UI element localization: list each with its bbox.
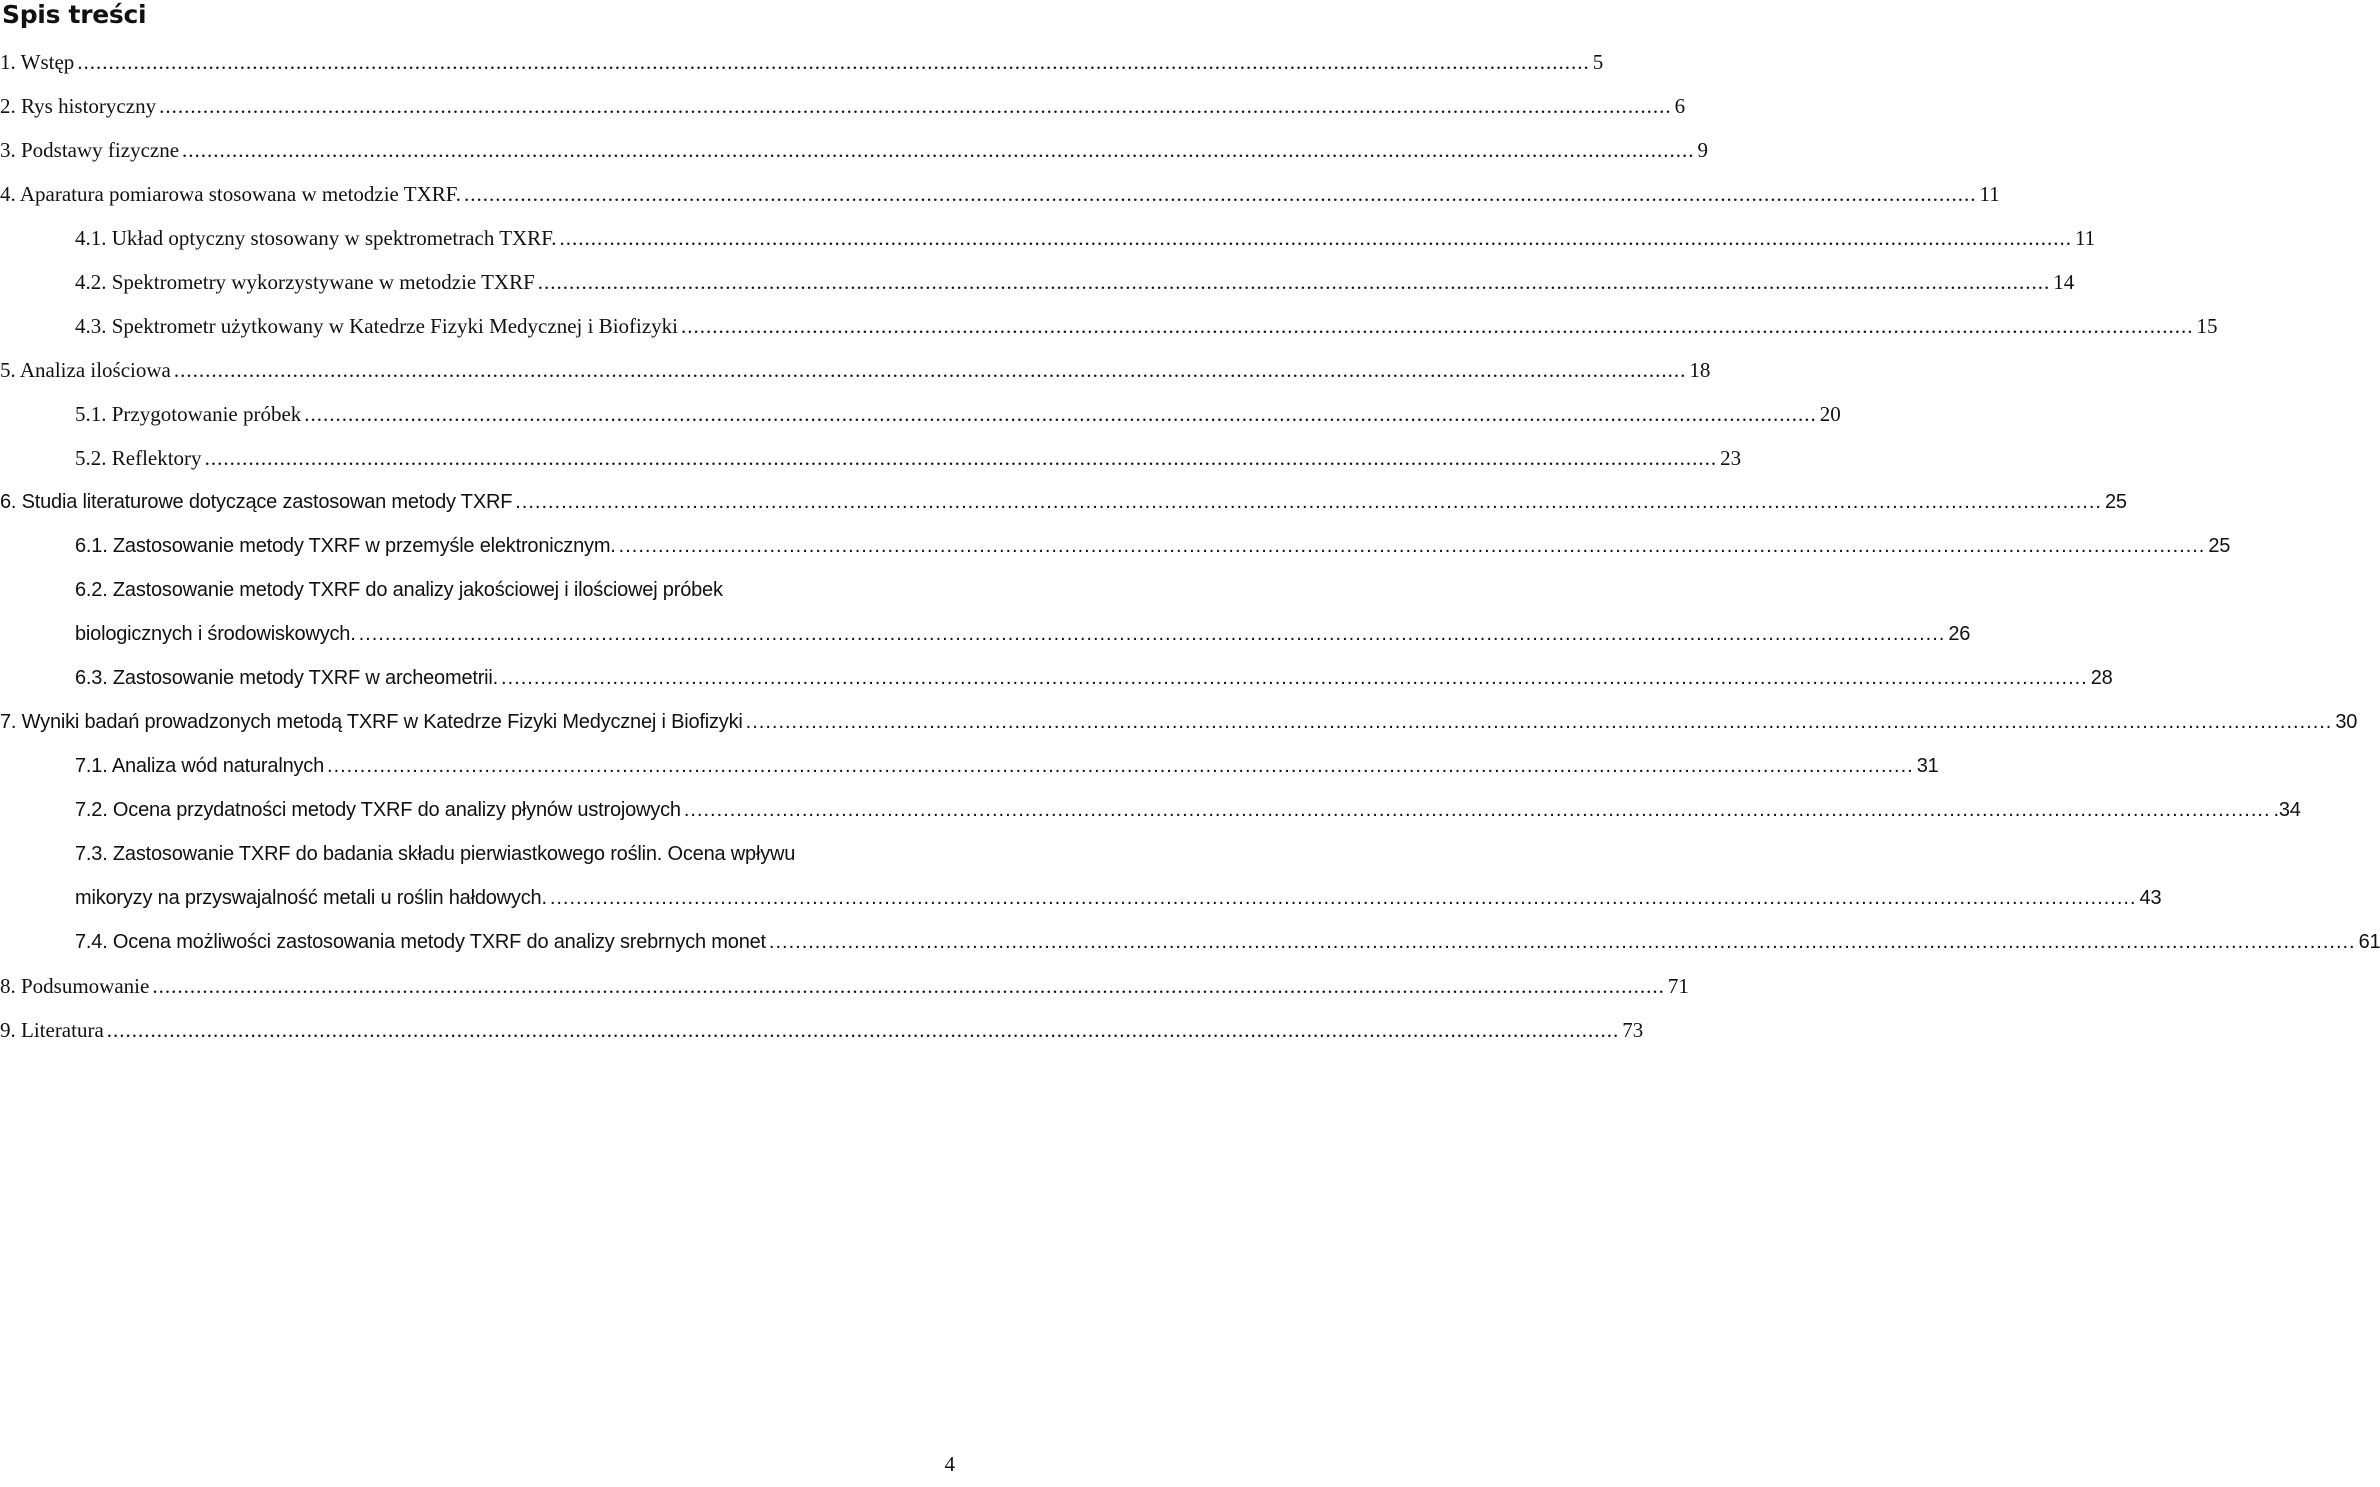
toc-page-number: 11 — [1979, 182, 2000, 206]
dot-leader: .................................................................................................................................................................................................................................................. — [106, 1018, 1620, 1042]
toc-entry-text: 6. Studia literaturowe dotyczące zastosowan metody TXRF — [0, 491, 513, 513]
toc-entry-text: 3. Podstawy fizyczne — [0, 138, 180, 162]
toc-page-number: .34 — [2273, 799, 2301, 821]
toc-page-number: 61 — [2358, 931, 2380, 953]
toc-entry-text: 8. Podsumowanie — [0, 974, 150, 998]
toc-entry-text: 7.2. Ocena przydatności metody TXRF do analizy płynów ustrojowych — [75, 799, 681, 821]
toc-entry-text: 4.2. Spektrometry wykorzystywane w metodzie TXRF — [75, 270, 535, 294]
toc-entry-6-1[interactable] — [0, 524, 2231, 568]
toc-entry-text: 4.3. Spektrometr użytkowany w Katedrze Fizyki Medycznej i Biofizyki — [75, 314, 679, 338]
toc-entry-text: 7.3. Zastosowanie TXRF do badania składu pierwiastkowego roślin. Ocena wpływu — [75, 843, 796, 865]
toc-entry-text-continued: mikoryzy na przyswajalność metali u roślin hałdowych. — [75, 887, 547, 909]
table-of-contents — [0, 40, 2380, 1052]
toc-page-number: 23 — [1720, 446, 1742, 470]
dot-leader: .................................................................................................................................................................................................................................................. — [681, 314, 2194, 338]
toc-entry-text: 9. Literatura — [0, 1018, 104, 1042]
toc-entry-text: 7.1. Analiza wód naturalnych — [75, 755, 325, 777]
toc-page-number: 25 — [2104, 491, 2127, 513]
toc-entry-5[interactable] — [0, 348, 1711, 392]
toc-page-number: 28 — [2090, 667, 2113, 689]
toc-entry-6-2[interactable] — [0, 568, 1971, 656]
toc-entry-5-2[interactable] — [0, 436, 1742, 480]
dot-leader: .................................................................................................................................................................................................................................................. — [182, 138, 1695, 162]
toc-page-number: 30 — [2335, 711, 2358, 733]
page-title: Spis treści — [2, 0, 147, 29]
toc-entry-3[interactable] — [0, 128, 1709, 172]
toc-page-number: 71 — [1667, 974, 1689, 998]
toc-page-number: 9 — [1697, 138, 1709, 162]
toc-entry-text: 1. Wstęp — [0, 50, 75, 74]
dot-leader: .................................................................................................................................................................................................................................................. — [173, 358, 1687, 382]
toc-entry-4-3[interactable] — [0, 304, 2218, 348]
toc-entry-7-1[interactable] — [0, 744, 1939, 788]
toc-entry-4[interactable] — [0, 172, 2000, 216]
toc-entry-text: 2. Rys historyczny — [0, 94, 157, 118]
toc-entry-8[interactable] — [0, 964, 1689, 1008]
dot-leader: .................................................................................................................................................................................................................................................. — [768, 931, 2356, 953]
dot-leader: .................................................................................................................................................................................................................................................. — [683, 799, 2271, 821]
toc-entry-6-3[interactable] — [0, 656, 2113, 700]
toc-entry-7[interactable] — [0, 700, 2358, 744]
toc-page-number: 6 — [1674, 94, 1686, 118]
dot-leader: .................................................................................................................................................................................................................................................. — [515, 491, 2102, 513]
toc-page-number: 11 — [2074, 226, 2096, 250]
toc-entry-5-1[interactable] — [0, 392, 1841, 436]
toc-entry-6[interactable] — [0, 480, 2127, 524]
dot-leader: .................................................................................................................................................................................................................................................. — [152, 974, 1665, 998]
toc-entry-2[interactable] — [0, 84, 1686, 128]
toc-entry-text: 4. Aparatura pomiarowa stosowana w metodzie TXRF. — [0, 182, 461, 206]
toc-entry-7-4[interactable] — [0, 920, 2380, 964]
toc-entry-text-continued: biologicznych i środowiskowych. — [75, 623, 356, 645]
dot-leader: .................................................................................................................................................................................................................................................. — [549, 887, 2137, 909]
toc-page-number: 73 — [1622, 1018, 1644, 1042]
toc-entry-text: 7. Wyniki badań prowadzonych metodą TXRF w Katedrze Fizyki Medycznej i Biofizyki — [0, 711, 743, 733]
toc-page-number: 14 — [2053, 270, 2075, 294]
toc-entry-text: 6.3. Zastosowanie metody TXRF w archeometrii. — [75, 667, 499, 689]
toc-entry-7-3[interactable] — [0, 832, 2162, 920]
toc-entry-text: 7.4. Ocena możliwości zastosowania metody TXRF do analizy srebrnych monet — [75, 931, 766, 953]
toc-entry-text: 4.1. Układ optyczny stosowany w spektrometrach TXRF. — [75, 226, 557, 250]
dot-leader: .................................................................................................................................................................................................................................................. — [537, 270, 2051, 294]
toc-page-number: 15 — [2196, 314, 2218, 338]
toc-page-number: 18 — [1689, 358, 1711, 382]
page-number: 4 — [944, 1452, 955, 1476]
dot-leader: .................................................................................................................................................................................................................................................. — [745, 711, 2333, 733]
dot-leader: .................................................................................................................................................................................................................................................. — [464, 182, 1977, 206]
toc-entry-9[interactable] — [0, 1008, 1644, 1052]
toc-page-number: 20 — [1819, 402, 1841, 426]
dot-leader: .................................................................................................................................................................................................................................................. — [559, 226, 2072, 250]
toc-entry-4-1[interactable] — [0, 216, 2096, 260]
toc-entry-7-2[interactable] — [0, 788, 2301, 832]
dot-leader: .................................................................................................................................................................................................................................................. — [304, 402, 1817, 426]
dot-leader: .................................................................................................................................................................................................................................................. — [204, 446, 1718, 470]
toc-page-number: 26 — [1948, 623, 1971, 645]
toc-entry-1[interactable] — [0, 40, 1604, 84]
toc-entry-text: 5.2. Reflektory — [75, 446, 202, 470]
dot-leader: .................................................................................................................................................................................................................................................. — [501, 667, 2088, 689]
toc-entry-text: 6.2. Zastosowanie metody TXRF do analizy jakościowej i ilościowej próbek — [75, 579, 723, 601]
dot-leader: .................................................................................................................................................................................................................................................. — [358, 623, 1946, 645]
dot-leader: .................................................................................................................................................................................................................................................. — [159, 94, 1672, 118]
dot-leader: .................................................................................................................................................................................................................................................. — [327, 755, 1914, 777]
dot-leader: .................................................................................................................................................................................................................................................. — [77, 50, 1590, 74]
toc-entry-4-2[interactable] — [0, 260, 2075, 304]
toc-entry-text: 5. Analiza ilościowa — [0, 358, 171, 382]
toc-page-number: 25 — [2208, 535, 2231, 557]
toc-page-number: 5 — [1592, 50, 1604, 74]
toc-entry-text: 5.1. Przygotowanie próbek — [75, 402, 302, 426]
toc-page-number: 31 — [1916, 755, 1939, 777]
toc-entry-text: 6.1. Zastosowanie metody TXRF w przemyśle elektronicznym. — [75, 535, 616, 557]
toc-page-number: 43 — [2139, 887, 2162, 909]
dot-leader: .................................................................................................................................................................................................................................................. — [618, 535, 2206, 557]
